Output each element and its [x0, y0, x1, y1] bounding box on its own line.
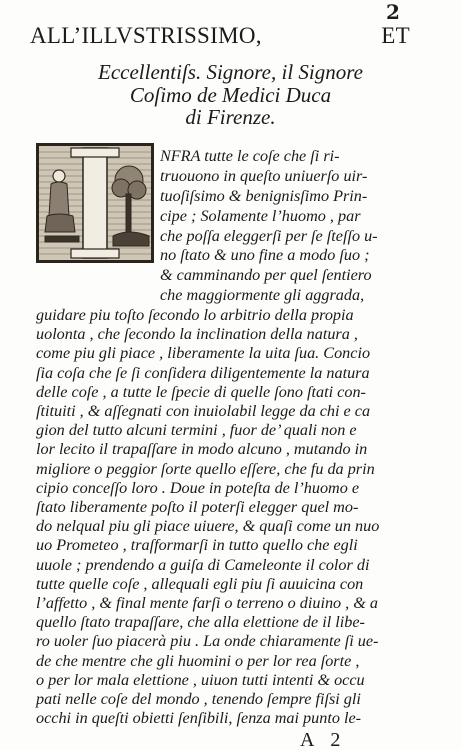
dedication-title-main: ALL’ILLVSTRISSIMO, [30, 23, 262, 48]
text-line-17: migliore o peggior ſorte quello eſſere, che fu da prin [36, 459, 375, 478]
dedication-title [30, 22, 410, 50]
text-line-30: occhi in queſti obietti ſenſibili, ſenza mai punto le- [36, 709, 362, 728]
woodcut-initial-illustration [39, 146, 151, 260]
text-line-19: ſtato liberamente poſto il poterſi elegger quel mo- [36, 498, 359, 516]
page-number: 2 [386, 0, 400, 24]
text-line-6: no ſtato & uno fine a modo ſuo ; [160, 246, 370, 264]
dedication-line-1: Eccellentiſs. Signore, il Signore [98, 60, 363, 84]
text-line-9: guidare piu toſto ſecondo lo arbitrio della propia [36, 306, 354, 324]
text-line-29: pati nelle coſe del mondo , tenendo ſempre fiſsi gli [36, 690, 361, 708]
text-line-12: ſia coſa che ſe ſi conſidera diligentemente la natura [36, 363, 370, 382]
text-line-18: cipio conceſſo loro . Doue in poteſta de l’huomo e [36, 478, 360, 497]
text-line-3: tuoſiſsimo & benignisſimo Prin- [160, 187, 368, 205]
text-line-13: delle coſe , a tutte le ſpecie di quelle ſono ſtati con- [36, 382, 366, 401]
text-line-25: quello ſtato trapaſſare, che alla elettione de il libe- [36, 613, 365, 632]
text-line-11: come piu gli piace , liberamente la uita ſua. Concio [36, 344, 371, 363]
text-line-24: l’affetto , & final mente farſi o terreno o diuino , & a [36, 594, 379, 612]
signature-mark: A 2 [300, 729, 347, 752]
text-line-20: do nelqual piu gli piace uiuere, & quaſi come un nuo [36, 517, 380, 536]
text-line-4: cipe ; Solamente l’huomo , par [160, 207, 361, 225]
text-line-23: tutte quelle coſe , allequali egli piu ſi auuicina con [36, 574, 364, 593]
text-line-1: NFRA tutte le coſe che ſi ri- [160, 147, 340, 165]
text-line-5: che poſſa eleggerſi per ſe ſteſſo u- [160, 227, 378, 245]
dedication-title-et: ET [381, 23, 410, 48]
text-line-26: ro uoler ſuo piacerà piu . La onde chiaramente ſi ue- [36, 632, 379, 651]
text-line-14: ſtituiti , & aſſegnati con inuiolabil legge da chi e ca [36, 402, 371, 420]
text-line-22: uuole ; prendendo a guiſa di Cameleonte il color di [36, 555, 370, 574]
text-line-21: uo Prometeo , traſformarſi in tutto quello che egli [36, 536, 358, 555]
text-line-28: o per lor mala elettione , uiuon tutti intenti & occu [36, 670, 365, 689]
text-line-10: uolonta , che ſecondo la inclination della natura , [36, 325, 358, 344]
text-line-27: de che mentre che gli huomini o per lor rea ſorte , [36, 651, 360, 670]
dedication-line-3: di Firenze. [185, 105, 276, 129]
dedication-line-2: Coſimo de Medici Duca [129, 83, 332, 107]
text-line-16: lor lecito il trapaſſare in modo alcuno , mutando in [36, 440, 368, 459]
text-line-2: truouono in queſto uniuerſo uir- [160, 167, 368, 185]
text-line-8: che maggiormente gli aggrada, [160, 286, 365, 304]
woodcut-initial-icon [36, 143, 154, 263]
text-line-15: gion del tutto alcuni termini , fuor de’ quali non e [36, 421, 357, 440]
text-line-7: & camminando per quel ſentiero [160, 266, 372, 284]
